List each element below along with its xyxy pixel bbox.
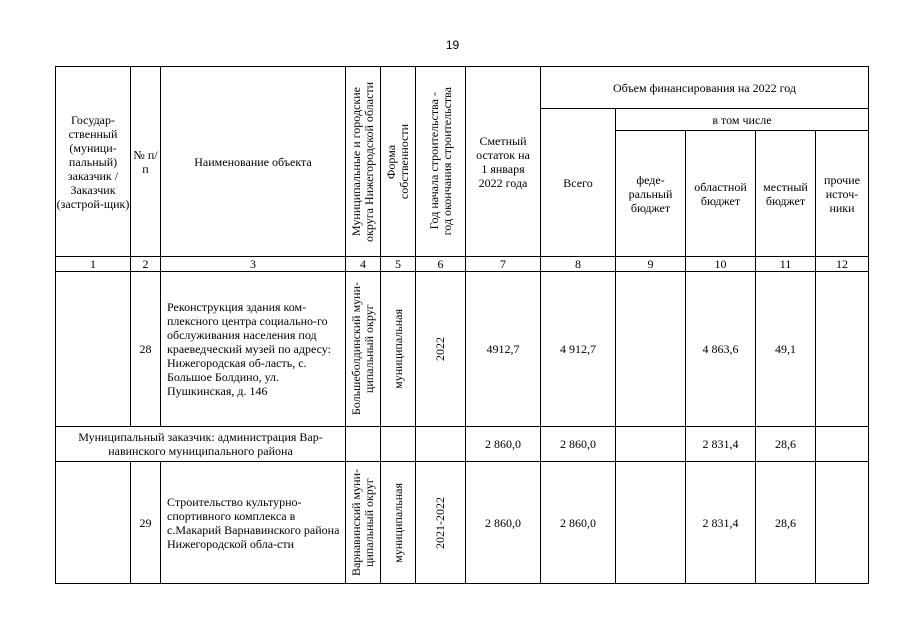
years-cell [416, 427, 466, 462]
municipality-line1: Варнавинский муни- [349, 468, 363, 577]
federal-value [616, 272, 686, 427]
column-number-row [56, 257, 869, 272]
estimate-value: 2 860,0 [466, 462, 541, 584]
column-number: 1 [56, 257, 131, 272]
header-index: № п/п [131, 67, 161, 257]
column-number: 6 [416, 257, 466, 272]
customer-cell [56, 272, 131, 427]
header-municipality [346, 67, 381, 257]
years-value: 2022 [433, 337, 447, 361]
municipality-line1: Большеболдинский муни- [349, 282, 363, 416]
table-row [56, 462, 869, 584]
table-row [56, 272, 869, 427]
header-including: в том числе [616, 109, 869, 131]
municipality-cell [346, 462, 381, 584]
header-regional: областной бюджет [686, 131, 756, 257]
group-row [56, 427, 869, 462]
regional-value: 2 831,4 [686, 462, 756, 584]
regional-value: 2 831,4 [686, 427, 756, 462]
other-value [816, 427, 869, 462]
local-value: 28,6 [756, 427, 816, 462]
total-value: 2 860,0 [541, 462, 616, 584]
header-object-name: Наименование объекта [161, 67, 346, 257]
column-number: 4 [346, 257, 381, 272]
total-value: 4 912,7 [541, 272, 616, 427]
financing-table [55, 66, 869, 584]
customer-cell [56, 462, 131, 584]
header-financing: Объем финансирования на 2022 год [541, 67, 869, 109]
ownership-cell [381, 272, 416, 427]
federal-value [616, 427, 686, 462]
column-number: 11 [756, 257, 816, 272]
municipality-cell [346, 427, 381, 462]
years-value: 2021-2022 [433, 496, 447, 549]
ownership-cell [381, 462, 416, 584]
header-ownership [381, 67, 416, 257]
column-number: 9 [616, 257, 686, 272]
header-years-line1: Год начала строительства - [426, 92, 441, 231]
ownership-value: муниципальная [390, 309, 405, 389]
header-ownership-line2: собственности [397, 123, 411, 200]
row-index: 28 [131, 272, 161, 427]
other-value [816, 462, 869, 584]
column-number: 7 [466, 257, 541, 272]
other-value [816, 272, 869, 427]
header-municipality-line1: Муниципальные и городские [349, 87, 363, 236]
column-number: 10 [686, 257, 756, 272]
estimate-value: 2 860,0 [466, 427, 541, 462]
header-local: местный бюджет [756, 131, 816, 257]
group-label: Муниципальный заказчик: администрация Вар-навинского муниципального района [56, 427, 346, 462]
municipality-line2: ципальный округ [362, 304, 376, 394]
header-years-line2: год окончания строительства [439, 87, 454, 236]
municipality-line2: ципальный округ [362, 478, 376, 567]
page-number: 19 [445, 38, 460, 52]
ownership-value: муниципальная [390, 482, 405, 563]
estimate-value: 4912,7 [466, 272, 541, 427]
federal-value [616, 462, 686, 584]
object-name: Строительство культурно-спортивного комплекса в с.Макарий Варнавинского района Нижегородской обла-сти [161, 462, 346, 584]
total-value: 2 860,0 [541, 427, 616, 462]
local-value: 28,6 [756, 462, 816, 584]
header-municipality-line2: округа Нижегородской области [362, 81, 376, 242]
years-cell [416, 272, 466, 427]
header-estimate: Сметный остаток на 1 января 2022 года [466, 67, 541, 257]
column-number: 3 [161, 257, 346, 272]
column-number: 12 [816, 257, 869, 272]
local-value: 49,1 [756, 272, 816, 427]
municipality-cell [346, 272, 381, 427]
header-years [416, 67, 466, 257]
header-customer: Государ-ственный (муници-пальный) заказчик / Заказчик (застрой-щик) [56, 67, 131, 257]
header-total: Всего [541, 109, 616, 257]
row-index: 29 [131, 462, 161, 584]
header-other: прочие источ-ники [816, 131, 869, 257]
header-ownership-line1: Форма [384, 144, 398, 179]
column-number: 8 [541, 257, 616, 272]
regional-value: 4 863,6 [686, 272, 756, 427]
object-name: Реконструкция здания ком-плексного центра социально-го обслуживания населения под краеведческий музей по адресу: Нижегородская об-ласть, с. Большое Болдино, ул. Пушкинская, д. 146 [161, 272, 346, 427]
column-number: 2 [131, 257, 161, 272]
column-number: 5 [381, 257, 416, 272]
ownership-cell [381, 427, 416, 462]
header-federal: феде-ральный бюджет [616, 131, 686, 257]
years-cell [416, 462, 466, 584]
